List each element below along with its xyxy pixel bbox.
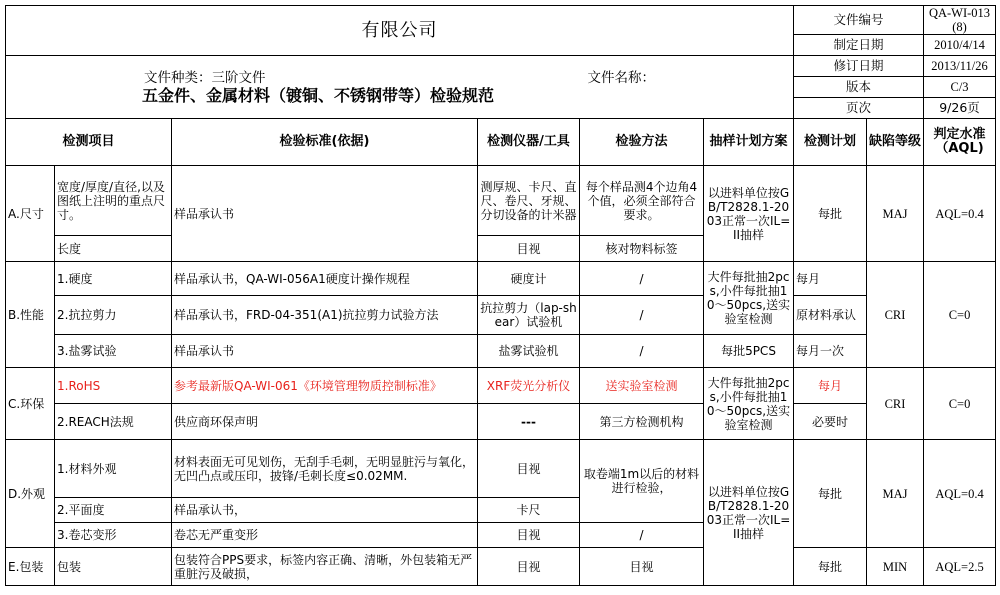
- standard-cell: 样品承认书，: [172, 498, 478, 523]
- col-header-item: 检测项目: [6, 119, 172, 166]
- aql-cell: C=0: [924, 262, 996, 368]
- plan-cell: 每批: [794, 440, 867, 548]
- col-header-defect: 缺陷等级: [867, 119, 924, 166]
- table-row: [6, 296, 996, 335]
- category-size: A.尺寸: [6, 166, 55, 262]
- tool-cell: 测厚规、卡尺、直尺、卷尺、牙规、分切设备的计米器: [478, 166, 580, 236]
- tool-cell: ---: [478, 404, 580, 440]
- meta-value-created: 2010/4/14: [924, 35, 996, 56]
- doc-title: 五金件、金属材料（镀铜、不锈钢带等）检验规范: [142, 85, 495, 105]
- meta-value-version: C/3: [924, 77, 996, 98]
- table-row: [6, 404, 996, 440]
- method-cell: 取卷端1m以后的材料进行检验，: [580, 440, 704, 523]
- standard-cell: 材料表面无可见划伤，无刮手毛刺，无明显脏污与氧化，无凹凸点或压印，披锋/毛刺长度≤0.02MM.: [172, 440, 478, 498]
- standard-cell: 卷芯无严重变形: [172, 523, 478, 548]
- item-cell: 1.RoHS: [55, 368, 172, 404]
- category-environment: C.环保: [6, 368, 55, 440]
- category-performance: B.性能: [6, 262, 55, 368]
- item-cell: 宽度/厚度/直径,以及图纸上注明的重点尺寸。: [55, 166, 172, 236]
- item-cell: 1.材料外观: [55, 440, 172, 498]
- doc-kind-label: 文件种类：三阶文件: [144, 69, 266, 86]
- meta-label-page: 页次: [794, 98, 924, 119]
- aql-cell: AQL=2.5: [924, 548, 996, 586]
- defect-cell: MAJ: [867, 166, 924, 262]
- category-packaging: E.包装: [6, 548, 55, 586]
- meta-label-revised: 修订日期: [794, 56, 924, 77]
- item-cell: 3.盐雾试验: [55, 335, 172, 368]
- standard-cell: 供应商环保声明: [172, 404, 478, 440]
- tool-cell: 硬度计: [478, 262, 580, 296]
- defect-cell: CRI: [867, 262, 924, 368]
- method-cell: 每个样品测4个边角4个值，必须全部符合要求。: [580, 166, 704, 236]
- meta-value-page: 9/26页: [924, 98, 996, 119]
- method-cell: /: [580, 335, 704, 368]
- standard-cell: 样品承认书，FRD-04-351(A1)抗拉剪力试验方法: [172, 296, 478, 335]
- col-header-method: 检验方法: [580, 119, 704, 166]
- aql-cell: AQL=0.4: [924, 440, 996, 548]
- inspection-spec-table: [5, 5, 996, 586]
- method-cell: 目视: [580, 548, 704, 586]
- plan-cell: 原材料承认: [794, 296, 867, 335]
- method-cell: /: [580, 262, 704, 296]
- method-cell: /: [580, 296, 704, 335]
- method-cell: 核对物料标签: [580, 236, 704, 262]
- meta-label-doc-number: 文件编号: [794, 6, 924, 35]
- doc-name-label: 文件名称：: [587, 69, 655, 86]
- sampling-cell: 大件每批抽2pcs,小件每批抽10～50pcs,送实验室检测: [704, 368, 794, 440]
- sampling-cell: 每批5PCS: [704, 335, 794, 368]
- table-row: [6, 440, 996, 498]
- table-row: [6, 262, 996, 296]
- plan-cell: 每月一次: [794, 335, 867, 368]
- defect-cell: MAJ: [867, 440, 924, 548]
- meta-label-version: 版本: [794, 77, 924, 98]
- col-header-aql: 判定水准（AQL): [924, 119, 996, 166]
- standard-cell: 样品承认书: [172, 166, 478, 262]
- plan-cell: 每批: [794, 548, 867, 586]
- method-cell: 送实验室检测: [580, 368, 704, 404]
- tool-cell: 目视: [478, 440, 580, 498]
- table-row: [6, 368, 996, 404]
- standard-cell: 样品承认书: [172, 335, 478, 368]
- tool-cell: 抗拉剪力（lap-shear）试验机: [478, 296, 580, 335]
- meta-value-doc-number: QA-WI-013(8): [924, 6, 996, 35]
- table-row: [6, 548, 996, 586]
- tool-cell: 目视: [478, 236, 580, 262]
- tool-cell: 卡尺: [478, 498, 580, 523]
- defect-cell: CRI: [867, 368, 924, 440]
- item-cell: 3.卷芯变形: [55, 523, 172, 548]
- document-info: [6, 56, 794, 119]
- standard-cell: 包装符合PPS要求，标签内容正确、清晰，外包装箱无严重脏污及破损，: [172, 548, 478, 586]
- plan-cell: 每批: [794, 166, 867, 262]
- item-cell: 2.平面度: [55, 498, 172, 523]
- category-appearance: D.外观: [6, 440, 55, 548]
- item-cell: 包装: [55, 548, 172, 586]
- tool-cell: 目视: [478, 548, 580, 586]
- aql-cell: AQL=0.4: [924, 166, 996, 262]
- col-header-plan: 检测计划: [794, 119, 867, 166]
- tool-cell: XRF荧光分析仪: [478, 368, 580, 404]
- table-row: [6, 166, 996, 236]
- col-header-standard: 检验标准(依据): [172, 119, 478, 166]
- item-cell: 2.抗拉剪力: [55, 296, 172, 335]
- sampling-cell: 以进料单位按GB/T2828.1-2003正常一次IL=II抽样: [704, 440, 794, 586]
- meta-value-revised: 2013/11/26: [924, 56, 996, 77]
- method-cell: /: [580, 523, 704, 548]
- meta-label-created: 制定日期: [794, 35, 924, 56]
- item-cell: 长度: [55, 236, 172, 262]
- method-cell: 第三方检测机构: [580, 404, 704, 440]
- sampling-cell: 以进料单位按GB/T2828.1-2003正常一次IL=II抽样: [704, 166, 794, 262]
- col-header-tool: 检测仪器/工具: [478, 119, 580, 166]
- sampling-cell: 大件每批抽2pcs,小件每批抽10～50pcs,送实验室检测: [704, 262, 794, 335]
- plan-cell: 每月: [794, 262, 867, 296]
- plan-cell: 每月: [794, 368, 867, 404]
- item-cell: 2.REACH法规: [55, 404, 172, 440]
- company-name: 有限公司: [6, 6, 794, 56]
- standard-cell: 参考最新版QA-WI-061《环境管理物质控制标准》: [172, 368, 478, 404]
- tool-cell: 盐雾试验机: [478, 335, 580, 368]
- col-header-sampling: 抽样计划方案: [704, 119, 794, 166]
- tool-cell: 目视: [478, 523, 580, 548]
- aql-cell: C=0: [924, 368, 996, 440]
- item-cell: 1.硬度: [55, 262, 172, 296]
- table-row: [6, 335, 996, 368]
- defect-cell: MIN: [867, 548, 924, 586]
- standard-cell: 样品承认书，QA-WI-056A1硬度计操作规程: [172, 262, 478, 296]
- plan-cell: 必要时: [794, 404, 867, 440]
